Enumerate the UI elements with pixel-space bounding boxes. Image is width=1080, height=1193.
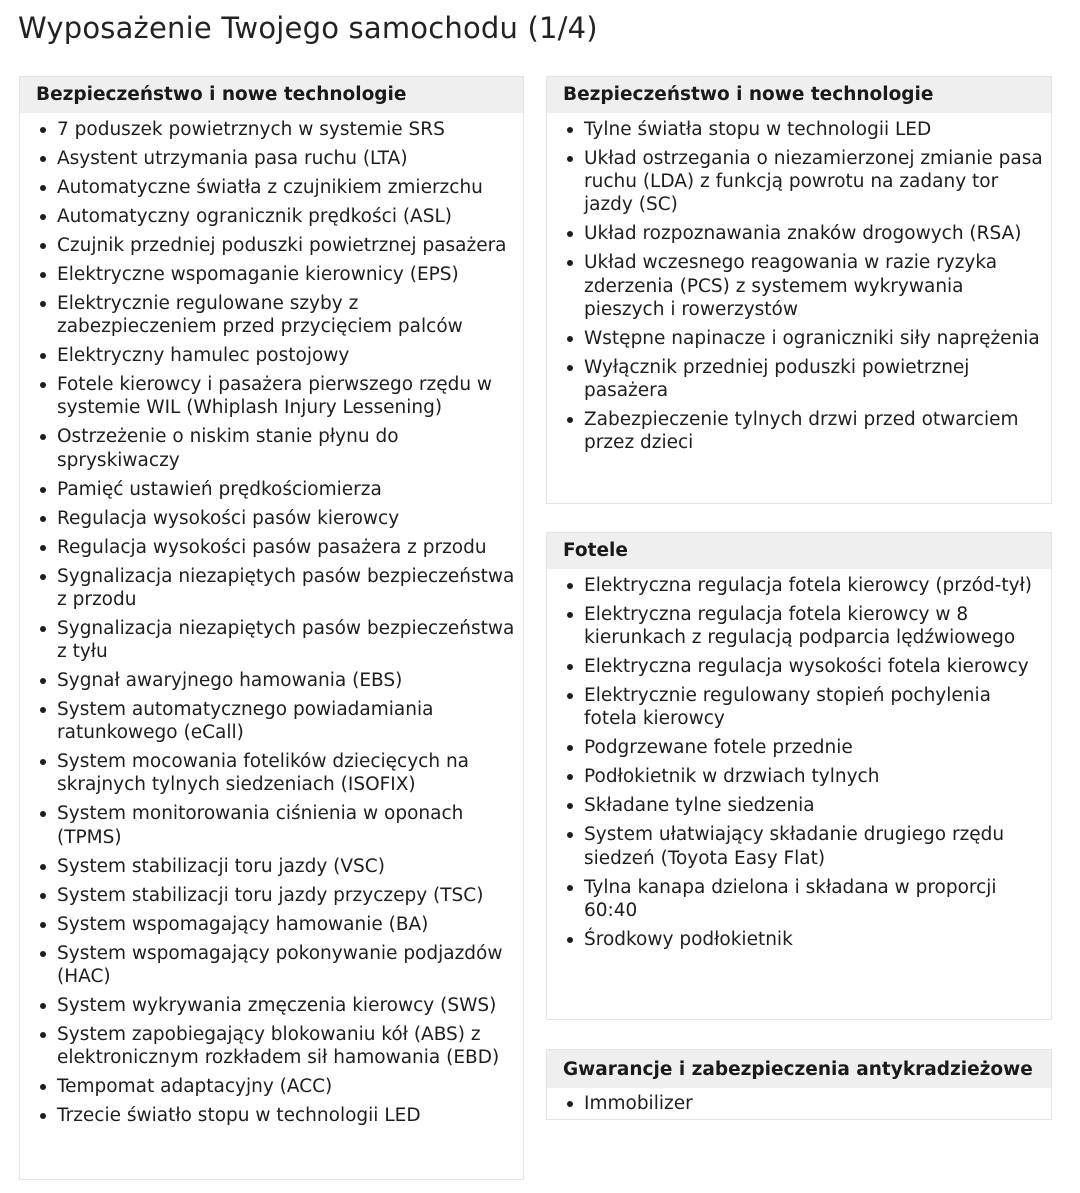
list-item-text: Regulacja wysokości pasów kierowcy bbox=[57, 507, 400, 529]
bullet-icon bbox=[567, 156, 573, 162]
bullet-icon bbox=[567, 1101, 573, 1107]
list-item-text: Wstępne napinacze i ograniczniki siły naprężenia bbox=[584, 327, 1040, 349]
list-item-text: Regulacja wysokości pasów pasażera z przodu bbox=[57, 536, 487, 558]
list-item bbox=[547, 823, 1051, 869]
list-item-text: Elektryczny hamulec postojowy bbox=[57, 345, 350, 367]
list-item-text: Automatyczne światła z czujnikiem zmierzchu bbox=[57, 177, 483, 198]
list-item bbox=[547, 794, 1051, 817]
bullet-icon bbox=[567, 832, 573, 838]
list-item bbox=[20, 942, 523, 988]
list-item bbox=[20, 507, 523, 530]
bullet-icon bbox=[40, 272, 46, 278]
bullet-icon bbox=[40, 759, 46, 765]
list-item-text: Podgrzewane fotele przednie bbox=[584, 737, 853, 759]
list-item-text: Sygnalizacja niezapiętych pasów bezpieczeństwa z tyłu bbox=[57, 617, 515, 663]
bullet-icon bbox=[567, 336, 573, 342]
list-item-text: Elektrycznie regulowany stopień pochylenia fotela kierowcy bbox=[584, 685, 991, 730]
bullet-icon bbox=[40, 301, 46, 307]
list-item bbox=[20, 669, 523, 692]
list-item-text: Ostrzeżenie o niskim stanie płynu do spryskiwaczy bbox=[57, 426, 399, 471]
list-item bbox=[547, 147, 1051, 217]
bullet-icon bbox=[40, 382, 46, 388]
list-item bbox=[20, 565, 523, 611]
bullet-icon bbox=[40, 811, 46, 817]
bullet-icon bbox=[40, 487, 46, 493]
list-item bbox=[547, 928, 1051, 951]
list-item bbox=[20, 994, 523, 1017]
list-item bbox=[20, 855, 523, 878]
list-item-text: System mocowania fotelików dziecięcych na skrajnych tylnych siedzeniach (ISOFIX) bbox=[57, 751, 470, 796]
list-item bbox=[547, 684, 1051, 730]
bullet-icon bbox=[567, 937, 573, 943]
list-item bbox=[547, 1092, 1051, 1115]
feature-list bbox=[547, 113, 1051, 454]
bullet-icon bbox=[40, 1032, 46, 1038]
list-item-text: Asystent utrzymania pasa ruchu (LTA) bbox=[57, 148, 408, 169]
safety-technology-panel-continued bbox=[546, 76, 1052, 504]
page-title: Wyposażenie Twojego samochodu (1/4) bbox=[18, 11, 598, 46]
bullet-icon bbox=[40, 864, 46, 870]
bullet-icon bbox=[40, 516, 46, 522]
list-item-text: Automatyczny ogranicznik prędkości (ASL) bbox=[57, 206, 452, 227]
bullet-icon bbox=[567, 885, 573, 891]
list-item-text: Elektryczna regulacja fotela kierowcy (przód-tył) bbox=[584, 575, 1033, 596]
list-item-text: Układ wczesnego reagowania w razie ryzyka zderzenia (PCS) z systemem wykrywania pieszych i rowerzystów bbox=[584, 252, 998, 320]
list-item-text: Składane tylne siedzenia bbox=[584, 795, 815, 817]
list-item-text: System automatycznego powiadamiania ratunkowego (eCall) bbox=[57, 699, 434, 744]
list-item bbox=[20, 205, 523, 228]
bullet-icon bbox=[40, 922, 46, 928]
list-item bbox=[547, 574, 1051, 597]
list-item-text: System wspomagający hamowanie (BA) bbox=[57, 913, 429, 935]
list-item-text: Immobilizer bbox=[584, 1093, 693, 1114]
list-item bbox=[20, 118, 523, 141]
bullet-icon bbox=[567, 803, 573, 809]
list-item-text: 7 poduszek powietrznych w systemie SRS bbox=[57, 119, 445, 140]
list-item-text: System monitorowania ciśnienia w oponach (TPMS) bbox=[57, 803, 464, 848]
panel-header: Gwarancje i zabezpieczenia antykradzieżowe bbox=[547, 1050, 1051, 1088]
panel-header: Bezpieczeństwo i nowe technologie bbox=[20, 77, 523, 113]
list-item bbox=[20, 176, 523, 199]
bullet-icon bbox=[40, 214, 46, 220]
list-item bbox=[547, 876, 1051, 922]
list-item-text: Elektryczne wspomaganie kierownicy (EPS) bbox=[57, 264, 459, 285]
list-item bbox=[20, 802, 523, 848]
bullet-icon bbox=[567, 260, 573, 266]
list-item-text: Wyłącznik przedniej poduszki powietrznej pasażera bbox=[584, 356, 970, 402]
list-item bbox=[20, 884, 523, 907]
list-item bbox=[20, 750, 523, 796]
bullet-icon bbox=[567, 612, 573, 618]
list-item-text: Tylne światła stopu w technologii LED bbox=[584, 119, 932, 140]
bullet-icon bbox=[567, 664, 573, 670]
seats-panel bbox=[546, 532, 1052, 1020]
list-item-text: Elektryczna regulacja fotela kierowcy w 8 kierunkach z regulacją podparcia lędźwiowego bbox=[584, 604, 1016, 649]
list-item bbox=[20, 263, 523, 286]
list-item bbox=[547, 603, 1051, 649]
list-item bbox=[20, 913, 523, 936]
list-item-text: System ułatwiający składanie drugiego rzędu siedzeń (Toyota Easy Flat) bbox=[584, 824, 1005, 869]
list-item-text: System zapobiegający blokowaniu kół (ABS) z elektronicznym rozkładem sił hamowania (EBD) bbox=[57, 1023, 500, 1069]
feature-list bbox=[547, 569, 1051, 951]
bullet-icon bbox=[40, 545, 46, 551]
bullet-icon bbox=[567, 127, 573, 133]
bullet-icon bbox=[40, 434, 46, 440]
bullet-icon bbox=[567, 745, 573, 751]
list-item bbox=[547, 655, 1051, 678]
bullet-icon bbox=[40, 185, 46, 191]
list-item-text: Tempomat adaptacyjny (ACC) bbox=[57, 1076, 333, 1098]
bullet-icon bbox=[40, 243, 46, 249]
list-item-text: System wykrywania zmęczenia kierowcy (SWS) bbox=[57, 994, 497, 1016]
bullet-icon bbox=[40, 127, 46, 133]
bullet-icon bbox=[567, 583, 573, 589]
list-item bbox=[20, 698, 523, 744]
list-item bbox=[547, 356, 1051, 402]
list-item bbox=[20, 425, 523, 471]
list-item-text: Sygnalizacja niezapiętych pasów bezpieczeństwa z przodu bbox=[57, 565, 515, 610]
list-item-text: Trzecie światło stopu w technologii LED bbox=[57, 1105, 421, 1127]
list-item bbox=[20, 373, 523, 419]
list-item bbox=[547, 118, 1051, 141]
bullet-icon bbox=[40, 951, 46, 957]
safety-technology-panel bbox=[19, 76, 524, 1180]
list-item-text: Środkowy podłokietnik bbox=[584, 928, 793, 950]
list-item bbox=[547, 251, 1051, 321]
list-item bbox=[547, 222, 1051, 245]
list-item-text: Fotele kierowcy i pasażera pierwszego rzędu w systemie WIL (Whiplash Injury Lessening) bbox=[57, 374, 493, 419]
list-item-text: System stabilizacji toru jazdy (VSC) bbox=[57, 855, 385, 877]
bullet-icon bbox=[40, 707, 46, 713]
feature-list bbox=[20, 113, 523, 1127]
bullet-icon bbox=[567, 365, 573, 371]
list-item bbox=[20, 1104, 523, 1127]
bullet-icon bbox=[40, 1113, 46, 1119]
bullet-icon bbox=[40, 353, 46, 359]
bullet-icon bbox=[40, 1084, 46, 1090]
list-item bbox=[547, 765, 1051, 788]
bullet-icon bbox=[567, 774, 573, 780]
bullet-icon bbox=[567, 693, 573, 699]
list-item bbox=[20, 147, 523, 170]
list-item bbox=[547, 408, 1051, 454]
list-item-text: Układ rozpoznawania znaków drogowych (RSA) bbox=[584, 223, 1022, 245]
list-item-text: Elektrycznie regulowane szyby z zabezpieczeniem przed przycięciem palców bbox=[57, 293, 463, 338]
bullet-icon bbox=[40, 574, 46, 580]
list-item bbox=[20, 292, 523, 338]
list-item bbox=[20, 1023, 523, 1069]
list-item-text: Układ ostrzegania o niezamierzonej zmianie pasa ruchu (LDA) z funkcją powrotu na zadany tor jazdy (SC) bbox=[584, 148, 1043, 216]
list-item bbox=[20, 536, 523, 559]
list-item-text: Podłokietnik w drzwiach tylnych bbox=[584, 766, 880, 788]
list-item-text: System wspomagający pokonywanie podjazdów (HAC) bbox=[57, 942, 503, 987]
panel-header: Bezpieczeństwo i nowe technologie bbox=[547, 77, 1051, 113]
list-item bbox=[20, 234, 523, 257]
list-item-text: Czujnik przedniej poduszki powietrznej pasażera bbox=[57, 235, 507, 256]
list-item-text: Pamięć ustawień prędkościomierza bbox=[57, 478, 382, 500]
panel-header: Fotele bbox=[547, 533, 1051, 569]
bullet-icon bbox=[567, 417, 573, 423]
warranty-antitheft-panel bbox=[546, 1049, 1052, 1120]
list-item bbox=[547, 736, 1051, 759]
list-item-text: Zabezpieczenie tylnych drzwi przed otwarciem przez dzieci bbox=[584, 409, 1019, 454]
list-item-text: System stabilizacji toru jazdy przyczepy (TSC) bbox=[57, 884, 484, 906]
list-item bbox=[20, 617, 523, 663]
list-item bbox=[20, 344, 523, 367]
list-item-text: Sygnał awaryjnego hamowania (EBS) bbox=[57, 670, 403, 692]
bullet-icon bbox=[40, 1003, 46, 1009]
list-item-text: Tylna kanapa dzielona i składana w proporcji 60:40 bbox=[584, 876, 997, 921]
list-item bbox=[547, 327, 1051, 350]
list-item bbox=[20, 1075, 523, 1098]
list-item bbox=[20, 478, 523, 501]
bullet-icon bbox=[567, 231, 573, 237]
list-item-text: Elektryczna regulacja wysokości fotela kierowcy bbox=[584, 656, 1029, 678]
bullet-icon bbox=[40, 893, 46, 899]
feature-list bbox=[547, 1088, 1051, 1115]
bullet-icon bbox=[40, 678, 46, 684]
bullet-icon bbox=[40, 156, 46, 162]
bullet-icon bbox=[40, 626, 46, 632]
